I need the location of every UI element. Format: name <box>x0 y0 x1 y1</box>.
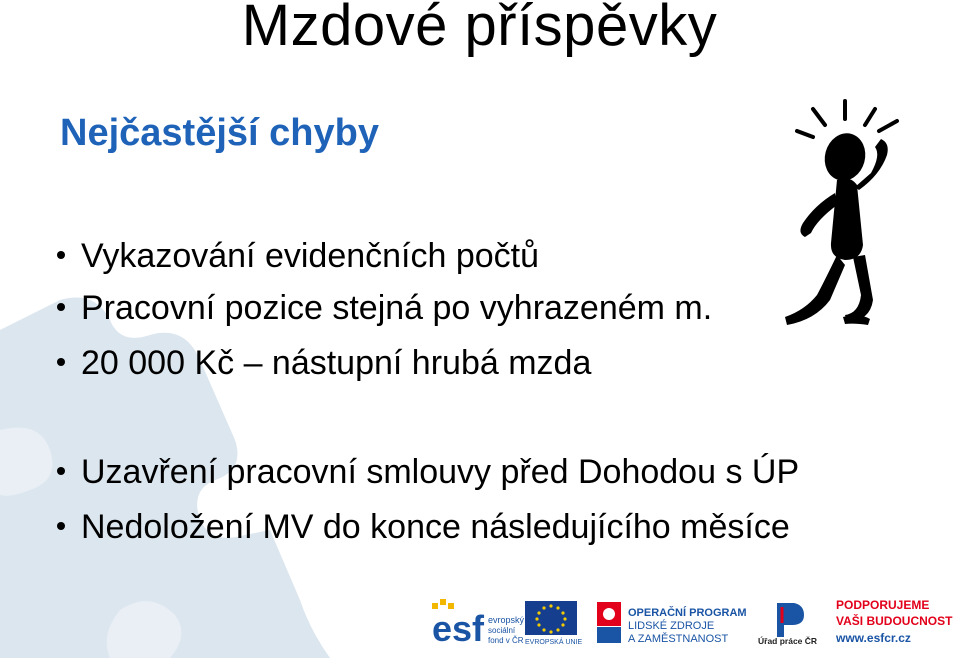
bullet-icon <box>57 251 65 259</box>
bullet-icon <box>57 358 65 366</box>
funding-logos <box>432 597 959 658</box>
bullet-text: 20 000 Kč – nástupní hrubá mzda <box>81 344 592 382</box>
svg-text:A ZAMĚSTNANOST: A ZAMĚSTNANOST <box>628 633 729 645</box>
bullet-text: Vykazování evidenčních počtů <box>81 237 540 275</box>
list-item <box>57 452 799 492</box>
list-item <box>57 507 790 547</box>
op-lzz-logo-icon <box>597 602 747 645</box>
esf-logo-icon <box>432 599 525 649</box>
bullet-text: Uzavření pracovní smlouvy před Dohodou s ÚP <box>81 453 800 491</box>
svg-text:LIDSKÉ ZDROJE: LIDSKÉ ZDROJE <box>628 620 715 632</box>
svg-text:EVROPSKÁ UNIE: EVROPSKÁ UNIE <box>525 639 583 646</box>
list-item <box>57 288 712 328</box>
svg-text:Úřad práce ČR: Úřad práce ČR <box>758 636 818 646</box>
eu-flag-icon <box>525 601 583 646</box>
up-logo-icon <box>758 603 817 646</box>
bullet-text: Pracovní pozice stejná po vyhrazeném m. <box>81 289 713 327</box>
svg-text:fond v ČR: fond v ČR <box>488 636 524 645</box>
slide-subtitle: Nejčastější chyby <box>60 112 379 154</box>
svg-text:sociální: sociální <box>488 626 516 635</box>
esf-logo-text: esf <box>432 608 485 649</box>
svg-text:VAŠI BUDOUCNOST: VAŠI BUDOUCNOST <box>836 614 953 628</box>
svg-text:OPERAČNÍ PROGRAM: OPERAČNÍ PROGRAM <box>628 607 747 619</box>
slogan-logo <box>835 598 953 645</box>
slide-title: Mzdové příspěvky <box>241 0 718 58</box>
confused-figure-icon <box>775 95 925 330</box>
bullet-icon <box>57 303 65 311</box>
list-item <box>57 343 591 383</box>
bullet-icon <box>57 467 65 475</box>
website-link: www.esfcr.cz <box>836 631 911 645</box>
bullet-text: Nedoložení MV do konce následujícího měsíce <box>81 508 790 546</box>
svg-text:PODPORUJEME: PODPORUJEME <box>836 598 930 612</box>
svg-text:evropský: evropský <box>488 615 525 625</box>
list-item <box>57 236 539 276</box>
bullet-icon <box>57 522 65 530</box>
